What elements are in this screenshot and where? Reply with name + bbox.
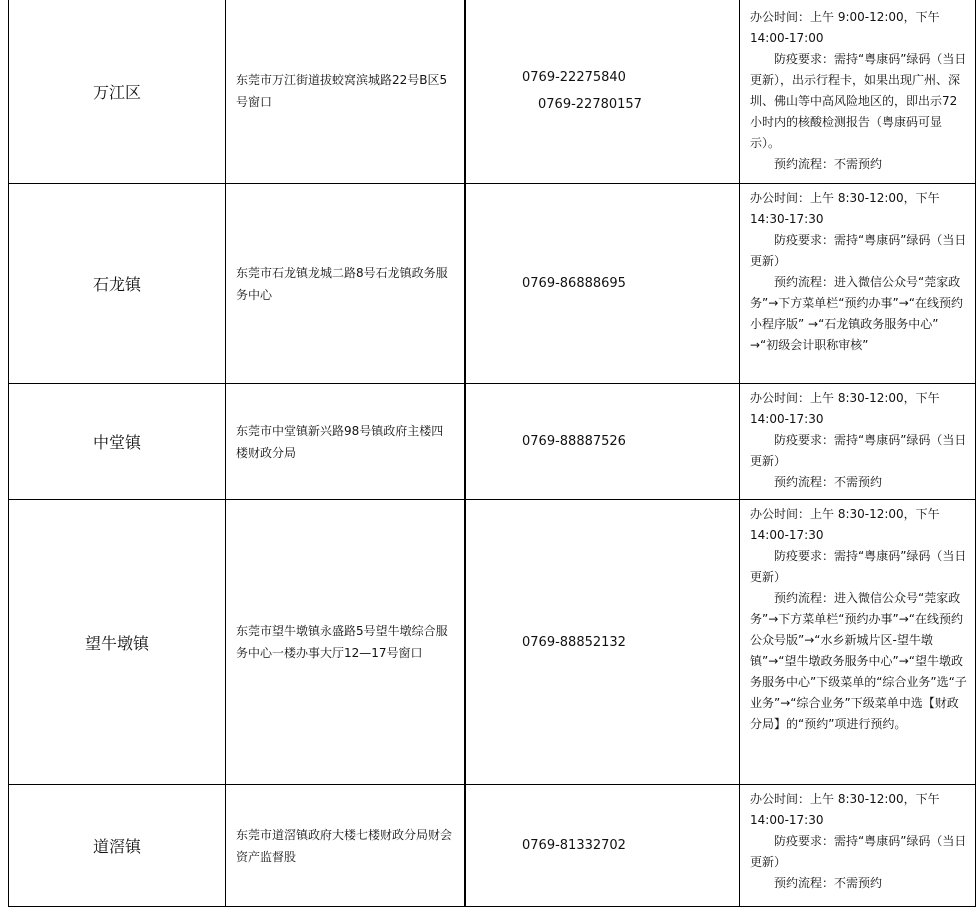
phone-number: 0769-88887526 [522,434,626,449]
phone-number: 0769-81332702 [522,838,626,853]
booking-process: 预约流程：不需预约 [774,475,883,489]
district-cell: 道滘镇 [9,785,226,907]
address-cell: 东莞市道滘镇政府大楼七楼财政分局财会资产监督股 [226,785,466,907]
address-cell: 东莞市中堂镇新兴路98号镇政府主楼四楼财政分局 [226,384,466,500]
address-cell: 东莞市望牛墩镇永盛路5号望牛墩综合服务中心一楼办事大厅12—17号窗口 [226,500,466,785]
booking-process: 预约流程：不需预约 [774,157,883,171]
epidemic-requirement: 防疫要求：需持“粤康码”绿码（当日更新） [750,433,967,468]
info-cell [740,184,976,384]
booking-process: 预约流程：进入微信公众号“莞家政务”→下方菜单栏“预约办事”→“在线预约公众号版”→“水乡新城片区-望牛墩镇”→“望牛墩政务服务中心”→“望牛墩政务服务中心”下级菜单的“综合业务”选“子业务”→“综合业务”下级菜单中选【财政分局】的“预约”项进行预约。 [750,591,967,731]
address-cell: 东莞市石龙镇龙城二路8号石龙镇政务服务中心 [226,184,466,384]
district-cell: 石龙镇 [9,184,226,384]
district-cell: 中堂镇 [9,384,226,500]
phone-cell [465,384,740,500]
table-row [9,785,976,907]
booking-process: 预约流程：不需预约 [774,876,883,890]
office-hours: 办公时间：上午 8:30-12:00，下午14:00-17:30 [750,391,940,426]
district-cell: 望牛墩镇 [9,500,226,785]
table-row [9,500,976,785]
district-cell: 万江区 [9,0,226,184]
office-hours: 办公时间：上午 8:30-12:00，下午14:00-17:30 [750,792,940,827]
info-cell [740,785,976,907]
epidemic-requirement: 防疫要求：需持“粤康码”绿码（当日更新） [750,834,967,869]
phone-cell [465,500,740,785]
table-row [9,384,976,500]
phone-number: 0769-88852132 [522,634,626,650]
office-hours: 办公时间：上午 9:00-12:00，下午14:00-17:00 [750,10,940,45]
epidemic-requirement: 防疫要求：需持“粤康码”绿码（当日更新） [750,549,967,584]
table-row [9,0,976,184]
info-cell [740,500,976,785]
phone-number: 0769-86888695 [522,276,626,291]
booking-process: 预约流程：进入微信公众号“莞家政务”→下方菜单栏“预约办事”→“在线预约小程序版” →“石龙镇政务服务中心” →“初级会计职称审核” [750,275,963,352]
address-cell: 东莞市万江街道拔蛟窝滨城路22号B区5号窗口 [226,0,466,184]
phone-number: 0769-22780157 [538,97,642,112]
epidemic-requirement: 防疫要求：需持“粤康码”绿码（当日更新） [750,233,967,268]
phone-cell [465,0,740,184]
office-table [8,0,976,907]
info-cell [740,384,976,500]
phone-cell [465,785,740,907]
info-cell [740,0,976,184]
epidemic-requirement: 防疫要求：需持“粤康码”绿码（当日更新），出示行程卡，如果出现广州、深圳、佛山等中高风险地区的，即出示72小时内的核酸检测报告（粤康码可显示）。 [750,52,967,150]
phone-number: 0769-22275840 [522,70,626,85]
office-hours: 办公时间：上午 8:30-12:00，下午14:00-17:30 [750,507,940,542]
table-row [9,184,976,384]
office-hours: 办公时间：上午 8:30-12:00，下午14:30-17:30 [750,191,940,226]
phone-cell [465,184,740,384]
